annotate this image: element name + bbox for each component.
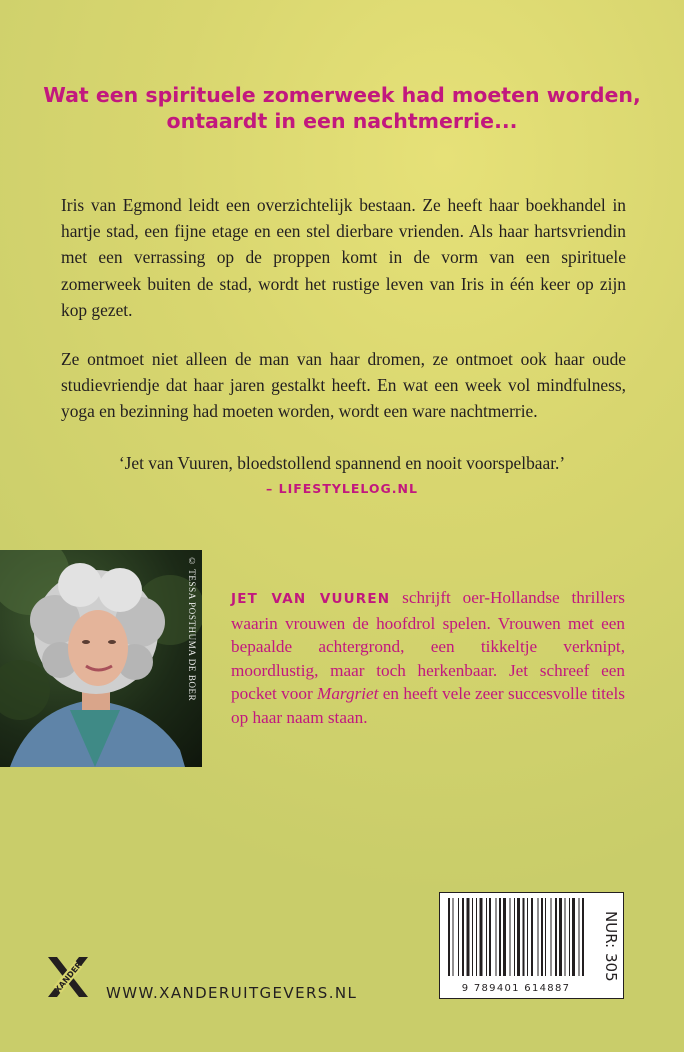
author-bio <box>231 586 625 730</box>
author-bio-text-2: en heeft vele zeer succesvolle titels op haar naam staan. <box>231 684 625 727</box>
review-source: – LIFESTYLELOG.NL <box>266 481 418 496</box>
nur-code: NUR: 305 <box>602 910 620 982</box>
barcode-icon <box>440 893 590 985</box>
publisher-logo-text: XANDER <box>52 960 84 995</box>
author-portrait-image <box>0 550 202 767</box>
author-bio-magazine: Margriet <box>317 684 379 704</box>
tagline-line-2: ontaardt in een nachtmerrie... <box>166 109 518 133</box>
tagline-line-1: Wat een spirituele zomerweek had moeten worden, <box>43 83 641 107</box>
review-quote: ‘Jet van Vuuren, bloedstollend spannend en nooit voorspelbaar.’ <box>118 453 566 473</box>
author-bio-text-1: schrijft oer-Hollandse thrillers waarin vrouwen de hoofdrol spelen. Vrouwen met een bepaalde achtergrond, een tikkeltje verknipt, moordlustig, maar toch herkenbaar. Jet schreef een pocket voor <box>231 588 625 704</box>
xander-x-icon <box>44 953 92 1001</box>
author-name: JET VAN VUUREN <box>231 591 391 607</box>
author-photo <box>0 550 202 767</box>
photo-credit: © TESSA POSTHUMA DE BOER <box>187 556 197 702</box>
publisher-website: WWW.XANDERUITGEVERS.NL <box>106 984 358 1002</box>
isbn-number: 9 789401 614887 <box>461 983 571 994</box>
barcode-box <box>439 892 624 999</box>
tagline <box>40 82 644 134</box>
blurb-paragraph-1: Iris van Egmond leidt een overzichtelijk bestaan. Ze heeft haar boekhandel in hartje stad, een fijne etage en een stel dierbare vrienden. Als haar hartsvriendin met een verrassing op de proppen komt in de vorm van een spirituele zomerweek buiten de stad, wordt het rustige leven van Iris in één keer op zijn kop gezet. <box>61 195 626 320</box>
blurb-paragraph-2: Ze ontmoet niet alleen de man van haar dromen, ze ontmoet ook haar oude studievriendje dat haar jaren gestalkt heeft. En wat een week vol mindfulness, yoga en bezinning had moeten worden, wordt een ware nachtmerrie. <box>61 349 626 422</box>
publisher-logo <box>44 953 92 1001</box>
